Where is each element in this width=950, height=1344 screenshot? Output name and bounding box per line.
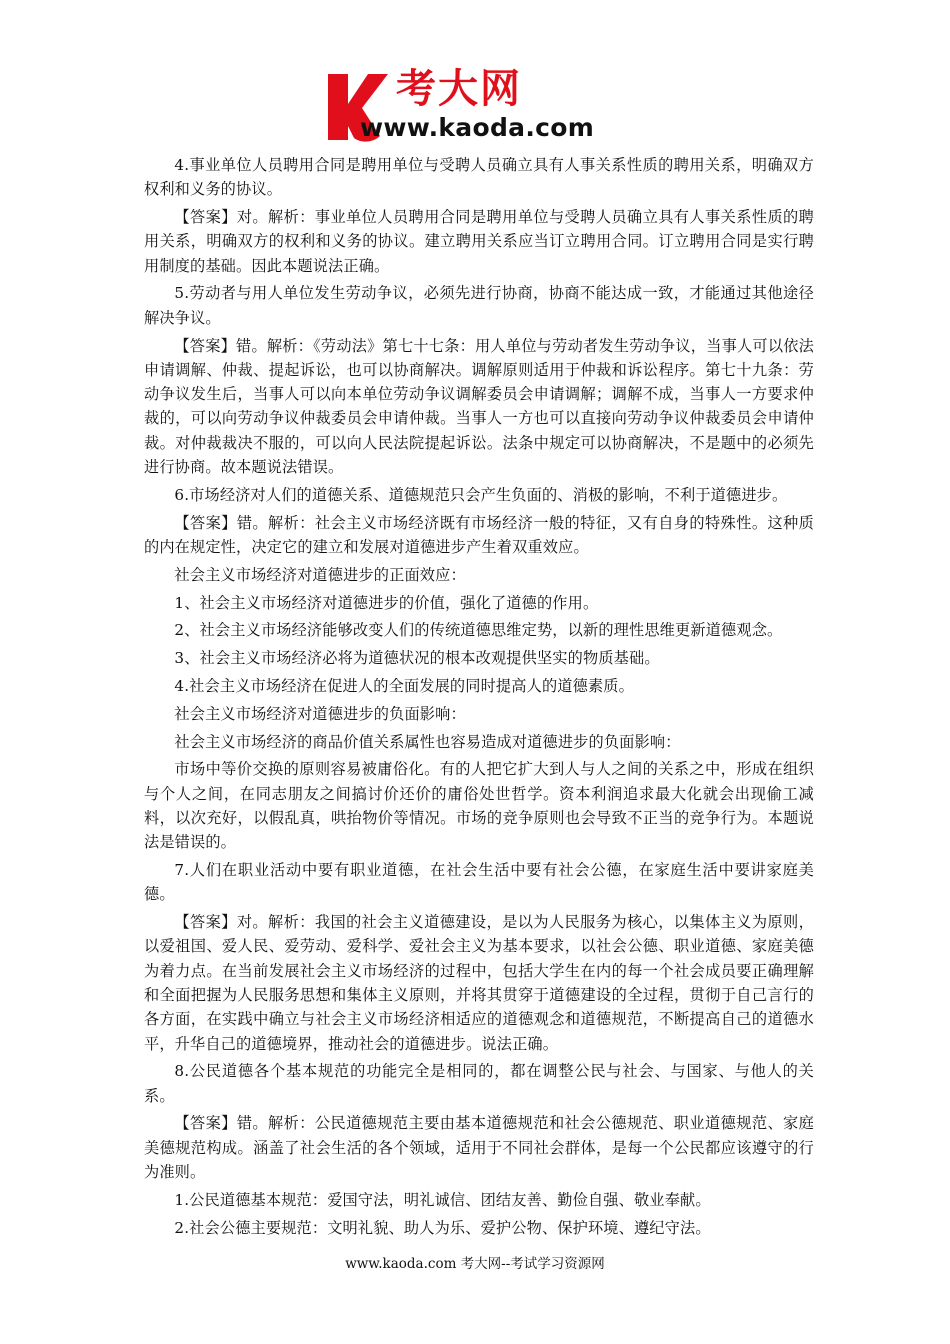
paragraph: 社会主义市场经济的商品价值关系属性也容易造成对道德进步的负面影响： [174,732,681,751]
paragraph: 8.公民道德各个基本规范的功能完全是相同的，都在调整公民与社会、与国家、与他人的关系。 [144,1062,814,1105]
logo-chinese-text: 考大网 [396,66,522,112]
paragraph: 2.社会公德主要规范：文明礼貌、助人为乐、爱护公物、保护环境、遵纪守法。 [174,1218,711,1237]
paragraph: 社会主义市场经济对道德进步的负面影响： [174,704,466,723]
paragraph: 3、社会主义市场经济必将为道德状况的根本改观提供坚实的物质基础。 [174,649,660,668]
paragraph: 社会主义市场经济对道德进步的正面效应： [174,565,466,584]
site-logo [318,66,638,150]
paragraph: 【答案】错。解析：社会主义市场经济既有市场经济一般的特征，又有自身的特殊性。这种质的内在规定性，决定它的建立和发展对道德进步产生着双重效应。 [144,513,814,556]
logo-url-text: www.kaoda.com [360,113,595,142]
paragraph: 【答案】对。解析：我国的社会主义道德建设，是以为人民服务为核心，以集体主义为原则，以爱祖国、爱人民、爱劳动、爱科学、爱社会主义为基本要求，以社会公德、职业道德、家庭美德为着力点。在当前发展社会主义市场经济的过程中，包括大学生在内的每一个社会成员要正确理解和全面把握为人民服务思想和集体主义原则，并将其贯穿于道德建设的全过程，贯彻于自己言行的各方面，在实践中确立与社会主义市场经济相适应的道德观念和道德规范，不断提高自己的道德水平，升华自己的道德境界，推动社会的道德进步。说法正确。 [144,913,814,1053]
paragraph: 6.市场经济对人们的道德关系、道德规范只会产生负面的、消极的影响，不利于道德进步。 [174,485,788,504]
paragraph: 7.人们在职业活动中要有职业道德，在社会生活中要有社会公德，在家庭生活中要讲家庭美德。 [144,861,814,904]
page-footer: www.kaoda.com 考大网--考试学习资源网 [345,1256,605,1272]
paragraph: 【答案】对。解析：事业单位人员聘用合同是聘用单位与受聘人员确立具有人事关系性质的聘用关系，明确双方的权利和义务的协议。建立聘用关系应当订立聘用合同。订立聘用合同是实行聘用制度的基础。因此本题说法正确。 [144,208,814,275]
document-body [144,153,814,1243]
paragraph: 4.事业单位人员聘用合同是聘用单位与受聘人员确立具有人事关系性质的聘用关系，明确双方权利和义务的协议。 [144,156,814,199]
paragraph: 1、社会主义市场经济对道德进步的价值，强化了道德的作用。 [174,593,599,612]
paragraph: 4.社会主义市场经济在促进人的全面发展的同时提高人的道德素质。 [174,676,634,695]
paragraph: 2、社会主义市场经济能够改变人们的传统道德思维定势，以新的理性思维更新道德观念。 [174,621,783,640]
paragraph: 市场中等价交换的原则容易被庸俗化。有的人把它扩大到人与人之间的关系之中，形成在组织与个人之间，在同志朋友之间搞讨价还价的庸俗处世哲学。资本利润追求最大化就会出现偷工减料，以次充好，以假乱真，哄抬物价等情况。市场的竞争原则也会导致不正当的竞争行为。本题说法是错误的。 [144,760,814,852]
paragraph: 1.公民道德基本规范：爱国守法，明礼诚信、团结友善、勤俭自强、敬业奉献。 [174,1190,711,1209]
paragraph: 【答案】错。解析：公民道德规范主要由基本道德规范和社会公德规范、职业道德规范、家庭美德规范构成。涵盖了社会生活的各个领域，适用于不同社会群体，是每一个公民都应该遵守的行为准则。 [144,1114,814,1182]
paragraph: 5.劳动者与用人单位发生劳动争议，必须先进行协商，协商不能达成一致，才能通过其他途径解决争议。 [144,284,814,327]
paragraph: 【答案】错。解析：《劳动法》第七十七条：用人单位与劳动者发生劳动争议，当事人可以依法申请调解、仲裁、提起诉讼，也可以协商解决。调解原则适用于仲裁和诉讼程序。第七十九条：劳动争议发生后，当事人可以向本单位劳动争议调解委员会申请调解；调解不成，当事人一方要求仲裁的，可以向劳动争议仲裁委员会申请仲裁。当事人一方也可以直接向劳动争议仲裁委员会申请仲裁。对仲裁裁决不服的，可以向人民法院提起诉讼。法条中规定可以协商解决，不是题中的必须先进行协商。故本题说法错误。 [144,336,814,477]
